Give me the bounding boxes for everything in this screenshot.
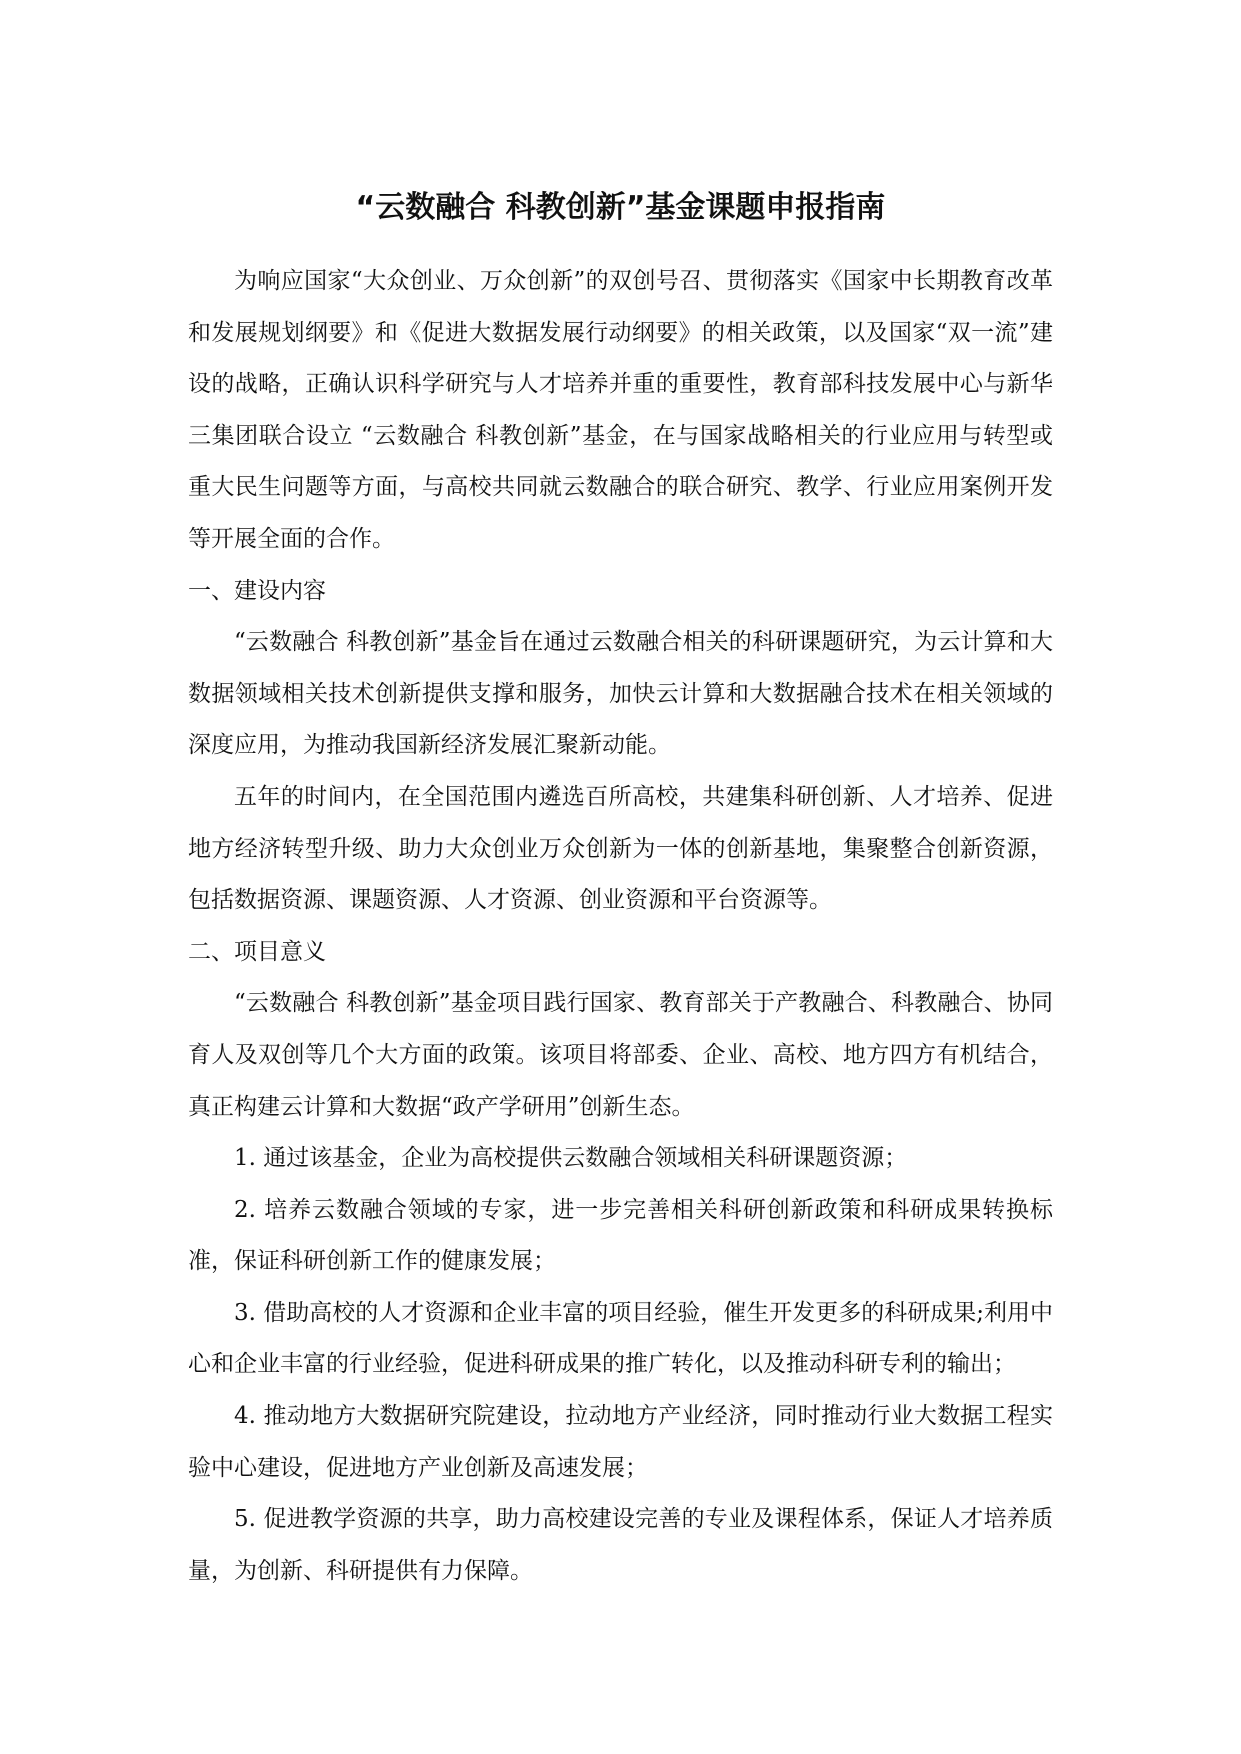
list-item-1: 1. 通过该基金，企业为高校提供云数融合领域相关科研课题资源； (234, 1145, 908, 1172)
intro-paragraph: 为响应国家“大众创业、万众创新”的双创号召、贯彻落实《国家中长期教育改革和发展规划纲要》和《促进大数据发展行动纲要》的相关政策，以及国家“双一流”建设的战略，正确认识科学研究与人才培养并重的重要性，教育部科技发展中心与新华三集团联合设立 “云数融合 科教创新”基金，在与国家战略相关的行业应用与转型或重大民生问题等方面，与高校共同就云数融合的联合研究、教学、行业应用案例开发等开展全面的合作。 (188, 268, 1053, 552)
document-page (188, 0, 1053, 1754)
document-title: “云数融合 科教创新”基金课题申报指南 (355, 190, 886, 225)
document-body (188, 256, 1053, 1597)
section-heading-significance: 二、项目意义 (188, 938, 326, 965)
list-item-2: 2. 培养云数融合领域的专家，进一步完善相关科研创新政策和科研成果转换标准，保证科研创新工作的健康发展； (188, 1196, 1053, 1275)
list-item-3: 3. 借助高校的人才资源和企业丰富的项目经验，催生开发更多的科研成果;利用中心和企业丰富的行业经验，促进科研成果的推广转化，以及推动科研专利的输出； (188, 1299, 1054, 1378)
list-item-4: 4. 推动地方大数据研究院建设，拉动地方产业经济，同时推动行业大数据工程实验中心建设，促进地方产业创新及高速发展； (188, 1403, 1053, 1481)
section-heading-construction: 一、建设内容 (188, 577, 326, 604)
list-item-5: 5. 促进教学资源的共享，助力高校建设完善的专业及课程体系，保证人才培养质量，为创新、科研提供有力保障。 (188, 1506, 1053, 1584)
significance-paragraph: “云数融合 科教创新”基金项目践行国家、教育部关于产教融合、科教融合、协同育人及双创等几个大方面的政策。该项目将部委、企业、高校、地方四方有机结合，真正构建云计算和大数据“政产学研用”创新生态。 (188, 990, 1053, 1120)
construction-paragraph-1: “云数融合 科教创新”基金旨在通过云数融合相关的科研课题研究，为云计算和大数据领域相关技术创新提供支撑和服务，加快云计算和大数据融合技术在相关领域的深度应用，为推动我国新经济发展汇聚新动能。 (188, 629, 1053, 759)
construction-paragraph-2: 五年的时间内，在全国范围内遴选百所高校，共建集科研创新、人才培养、促进地方经济转型升级、助力大众创业万众创新为一体的创新基地，集聚整合创新资源，包括数据资源、课题资源、人才资源、创业资源和平台资源等。 (188, 783, 1053, 914)
